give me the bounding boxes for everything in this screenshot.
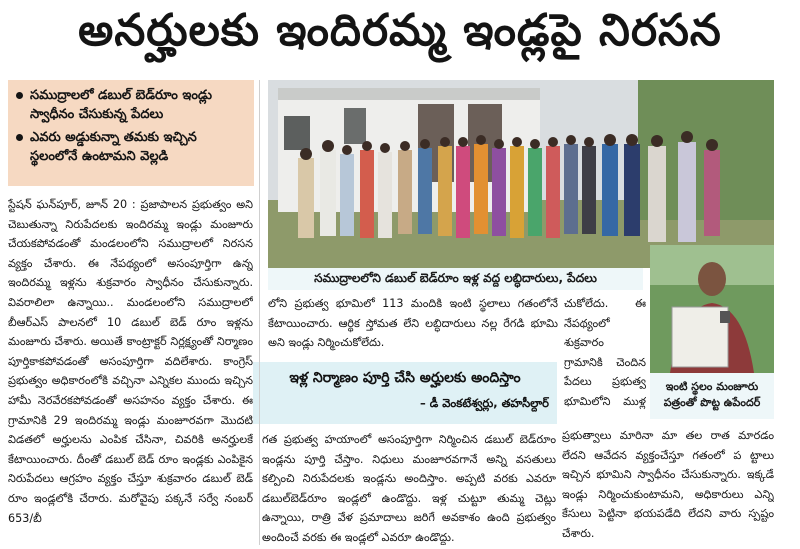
headline: అనర్హులకు ఇందిరమ్మ ఇండ్లపై నిరసన <box>78 5 722 56</box>
article-column-1: స్టేషన్‌ ఘన్‌పూర్‌, జూన్‌ 20 : ప్రజాపాలన ప్రభుత్వం అని చెబుతున్నా నిరుపేదలకు ఇందిరమ్మ ఇండ్లు మంజూరు చేయకపోవడంతో మండలంలోని సముద్రాలలో నిరసన వ్యక్తం చేశారు. ఈ నేపథ్యంలో అసంపూర్తిగా ఉన్న ఇందిరమ్మ ఇళ్లను శుక్రవారం స్వాధీనం చేసుకున్నారు. వివరాలిలా ఉన్నాయి.. మండలంలోని సముద్రాలలో బీఆర్‌ఎస్‌ పాలనలో 10 డబుల్‌ బెడ్‌ రూం ఇళ్లను మంజూరు చేశారు. అయితే కాంట్రాక్టర్‌ నిర్లక్ష్యంతో నిర్మాణం పూర్తికాకపోవడంతో అసంపూర్తిగా వదిలేశారు. కాంగ్రెస్‌ ప్రభుత్వం అధికారంలోకి వచ్చినా ఎన్నికల ముందు ఇచ్చిన హామీ నెరవేరకపోవడంతో అసహనం వ్యక్తం చేశారు. ఈ గ్రామానికి 29 ఇందిరమ్మ ఇండ్లు మంజూరవగా మొదటి విడతలో అర్హులను ఎంపిక చేసినా, చివరికి అనర్హులకే కేటాయించారు. దీంతో డబుల్‌ బెడ్‌ రూం ఇండ్లకు ఎంపికైన నిరుపేదలు ఆగ్రహం వ్యక్తం చేస్తూ శుక్రవారం డబుల్‌ బెడ్‌ రూం ఇండ్లలోకి చేరారు. మరోవైపు పక్కనే సర్వే నంబర్‌ 653/బీ <box>8 198 253 525</box>
quote-attribution: – డీ వెంకటేశ్వర్లు, తహసీల్దార్‌ <box>419 396 549 410</box>
quote-box <box>253 362 557 424</box>
highlight-text: సముద్రాలలో డబుల్‌ బెడ్‌రూం ఇండ్లు స్వాధీనం చేసుకున్న పేదలు <box>30 88 213 122</box>
quote-body: గత ప్రభుత్వ హయాంలో అసంపూర్తిగా నిర్మించిన డబుల్‌ బెడ్‌రూం ఇండ్లను పూర్తి చేస్తాం. నిధులు మంజూరవగానే అన్ని వసతులు కల్పించి నిరుపేదలకు ఇండ్లను అందిస్తాం. అప్పటి వరకు ఎవరూ డబుల్‌బెడ్‌రూం ఇండ్లలో ఉండొద్దు. ఇళ్ల చుట్టూ తుమ్మ చెట్లు ఉన్నాయి, రాత్రి వేళ ప్రమాదాలు జరిగే అవకాశం ఉంది ప్రభుత్వం అందించే వరకు ఈ ఇండ్లలో ఎవరూ ఉండొద్దు. <box>262 433 556 544</box>
bullet-icon <box>16 134 23 141</box>
highlight-item <box>16 128 248 166</box>
group-photo <box>268 80 774 268</box>
group-photo-image <box>268 80 774 268</box>
highlights-box <box>8 80 254 186</box>
inset-photo-image <box>650 245 774 373</box>
inset-caption: ఇంటి స్థలం మంజూరు పత్రంతో పొట్ట ఉపేందర్‌ <box>650 373 774 419</box>
quote-title: ఇళ్ల నిర్మాణం పూర్తి చేసి అర్హులకు అందిస్తాం <box>289 370 521 386</box>
article-column-4: ప్రభుత్వాలు మారినా మా తల రాత మారడం లేదని ఆవేదన వ్యక్తంచేస్తూ గతంలో ప ట్టాలు ఇచ్చిన భూమిని స్వాధీనం చేసుకున్నారు. ఇక్కడే ఇండ్లు నిర్మించుకుంటామని, అధికారులు ఎన్ని కేసులు పెట్టినా భయపడేది లేదని వారు స్పష్టం చేశారు. <box>562 429 774 540</box>
bullet-icon <box>16 92 23 99</box>
article-column-2: లోని ప్రభుత్వ భూమిలో 113 మందికి ఇంటి స్థలాలు గతంలోనే కేటాయించారు. ఆర్థిక స్తోమత లేని లబ్ధిదారులు నల్ల రేగడి భూమి అని ఇండ్లు నిర్మించుకోలేదు. <box>268 297 558 350</box>
article-column-3: చుకోలేదు. ఈ నేపథ్యంలో శుక్రవారం గ్రామానికి చెందిన పేదలు ప్రభుత్వ భూమిలోని ముళ్ల <box>564 297 646 408</box>
highlight-text: ఎవరు అడ్డుకున్నా తమకు ఇచ్చిన స్థలంలోనే ఉంటామని వెల్లడి <box>30 130 197 164</box>
column-divider <box>259 80 260 545</box>
highlight-item <box>16 86 248 124</box>
photo-caption: సముద్రాలలోని డబుల్‌ బెడ్‌రూం ఇళ్ల వద్ద లబ్ధిదారులు, పేదలు <box>268 268 643 290</box>
inset-photo <box>650 245 774 373</box>
